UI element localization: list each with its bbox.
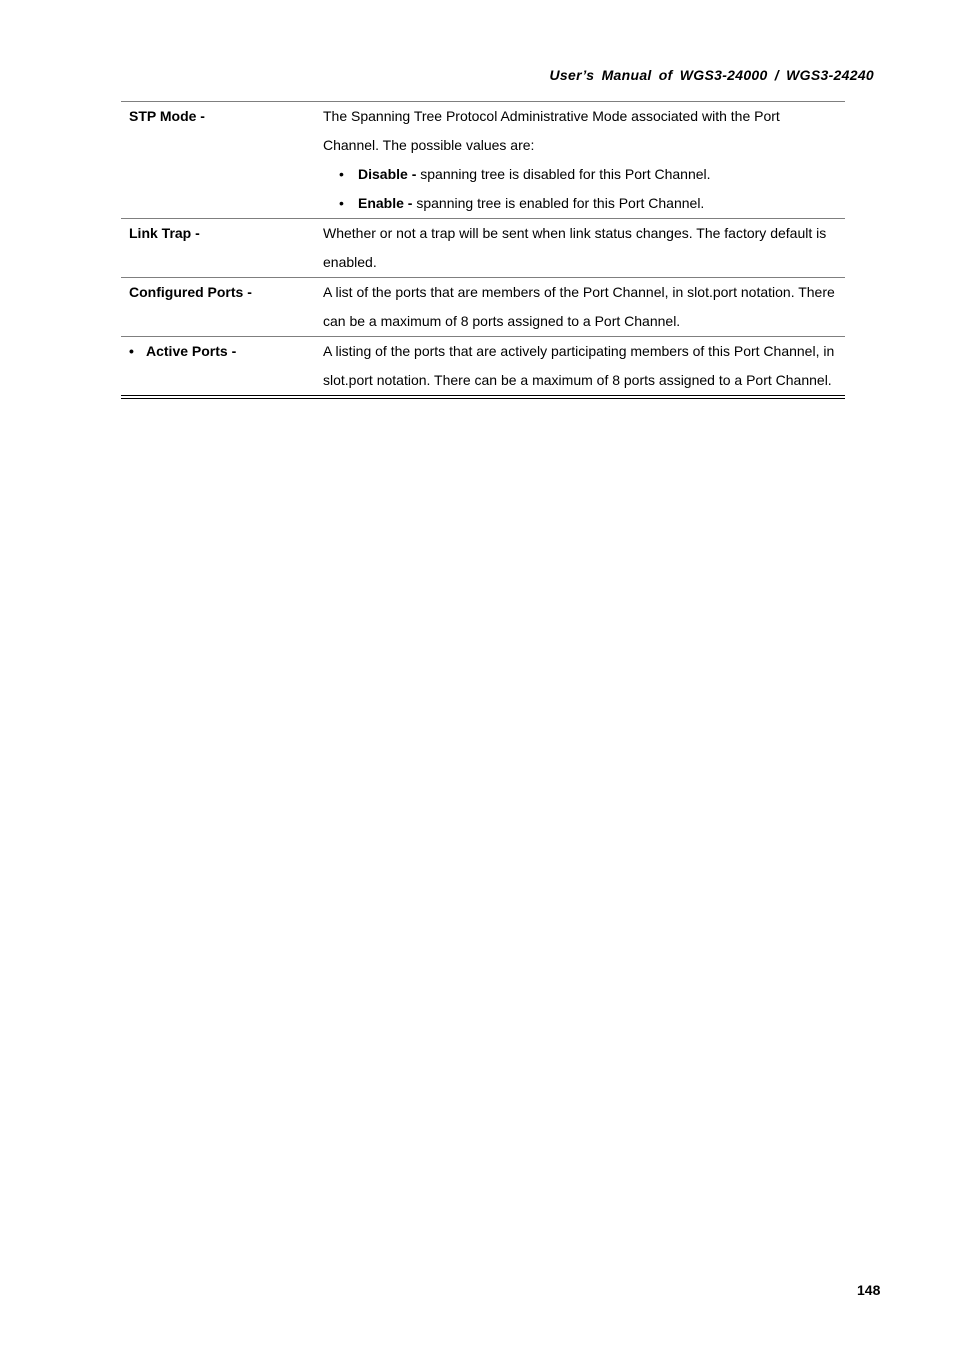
table-row-stp-mode (121, 102, 845, 219)
desc-stp-mode-intro: The Spanning Tree Protocol Administrative Mode associated with the Port Channel. The possible values are: (323, 108, 780, 153)
term-stp-mode: STP Mode - (121, 102, 322, 219)
value-name-disable: Disable - (358, 166, 417, 182)
bullet-icon: • (339, 166, 344, 182)
table-row-configured-ports (121, 278, 845, 337)
value-name-enable: Enable - (358, 195, 413, 211)
value-text-enable: spanning tree is enabled for this Port Channel. (412, 195, 705, 211)
page-number: 148 (857, 1282, 881, 1298)
desc-link-trap: Whether or not a trap will be sent when link status changes. The factory default is enabled. (322, 219, 845, 278)
parameter-table (121, 101, 845, 399)
term-configured-ports: Configured Ports - (121, 278, 322, 337)
term-active-ports: Active Ports - (146, 343, 237, 359)
desc-configured-ports: A list of the ports that are members of the Port Channel, in slot.port notation. There can be a maximum of 8 ports assigned to a Port Channel. (322, 278, 845, 337)
table-row-active-ports (121, 337, 845, 398)
desc-stp-mode (322, 102, 845, 219)
bullet-icon: • (129, 343, 134, 359)
bullet-icon: • (339, 195, 344, 211)
value-item-disable (339, 160, 839, 189)
value-text-disable: spanning tree is disabled for this Port Channel. (416, 166, 711, 182)
running-header: User’s Manual of WGS3-24000 / WGS3-24240 (549, 67, 874, 83)
value-item-enable (339, 189, 839, 218)
stp-mode-values-list (323, 160, 839, 218)
desc-active-ports: A listing of the ports that are actively participating members of this Port Channel, in slot.port notation. There can be a maximum of 8 ports assigned to a Port Channel. (322, 337, 845, 398)
table-row-link-trap (121, 219, 845, 278)
term-active-ports-cell (121, 337, 322, 398)
term-link-trap: Link Trap - (121, 219, 322, 278)
